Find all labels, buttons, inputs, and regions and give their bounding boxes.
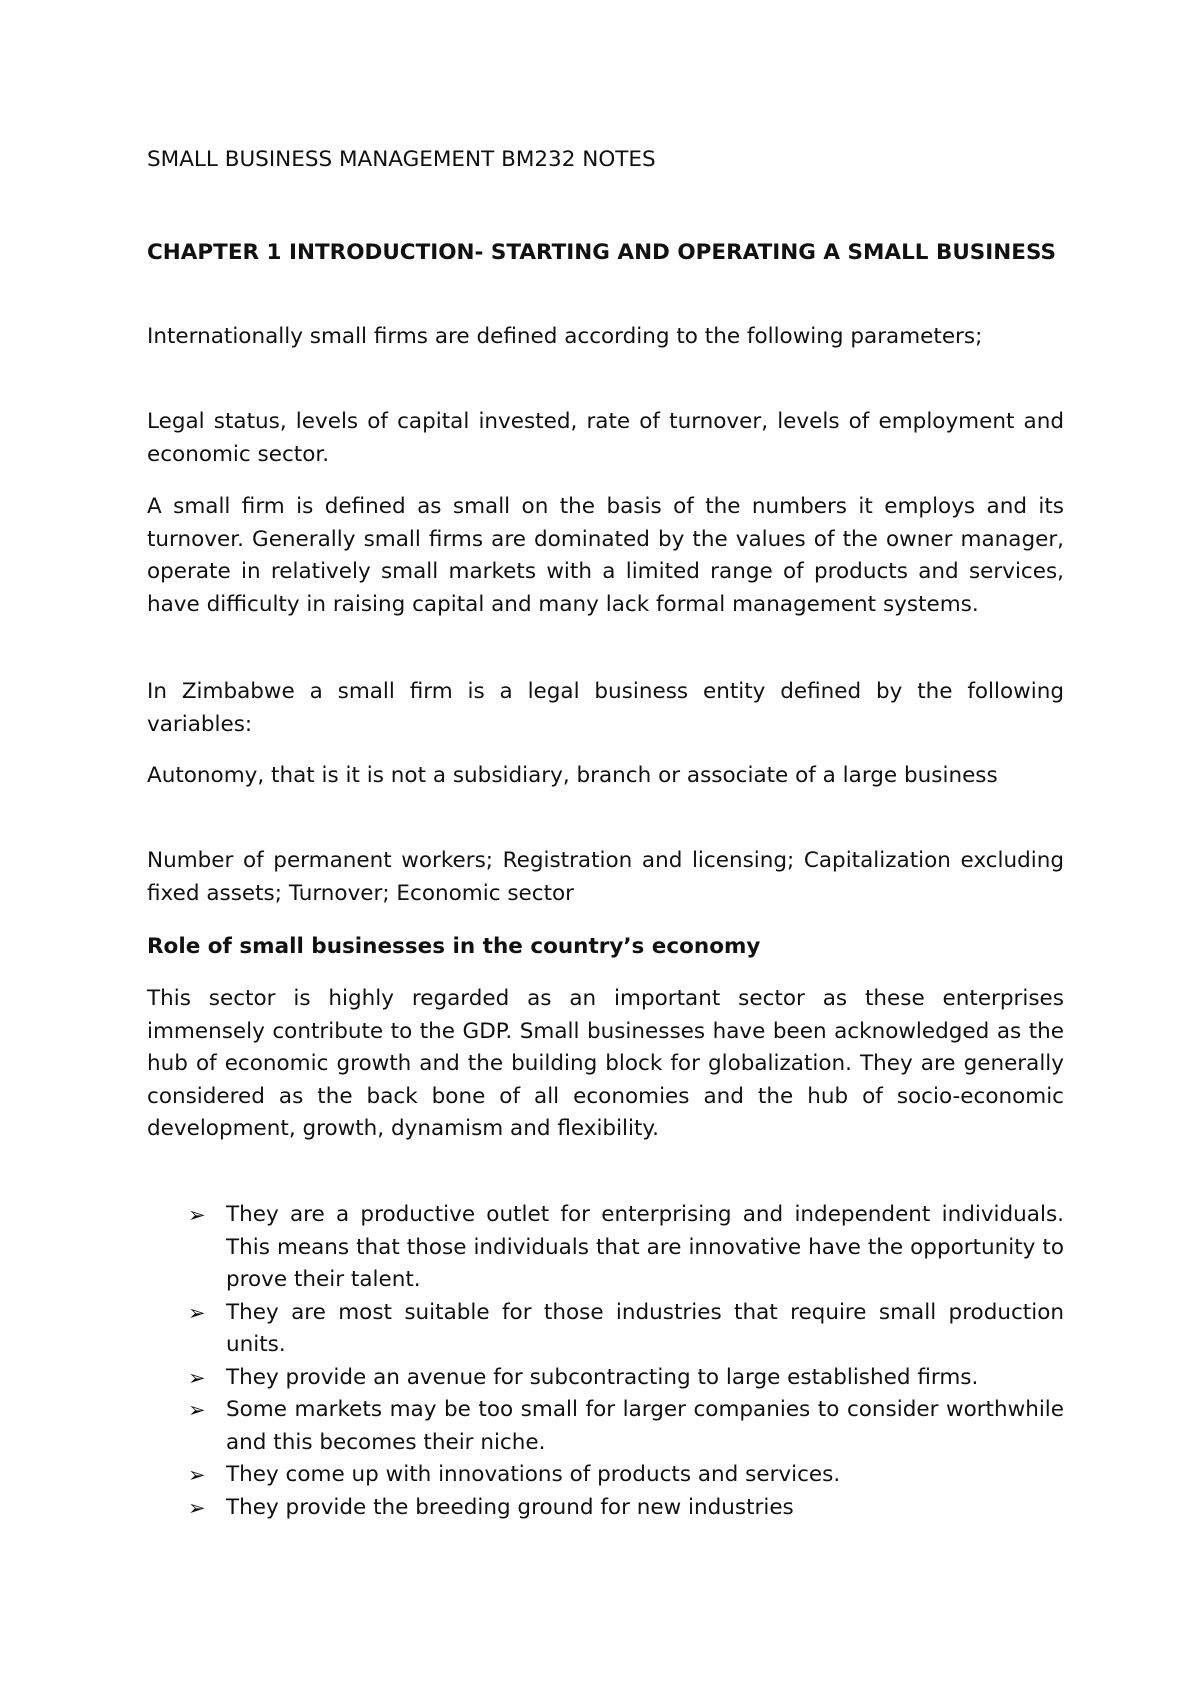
document-title: SMALL BUSINESS MANAGEMENT BM232 NOTES bbox=[147, 147, 656, 172]
chapter-heading: CHAPTER 1 INTRODUCTION- STARTING AND OPERATING A SMALL BUSINESS bbox=[147, 240, 1056, 265]
list-item-text: Some markets may be too small for larger companies to consider worthwhile and this becomes their niche. bbox=[226, 1397, 1064, 1455]
paragraph-small-firm-definition: A small firm is defined as small on the basis of the numbers it employs and its turnover. Generally small firms are dominated by the values of the owner manager, operate in relatively small markets with a limited range of products and services, have difficulty in raising capital and many lack formal management systems. bbox=[147, 494, 1064, 617]
section-heading-role: Role of small businesses in the country’s economy bbox=[147, 934, 761, 959]
list-item-text: They provide an avenue for subcontracting to large established firms. bbox=[226, 1364, 979, 1390]
list-item bbox=[147, 1394, 1064, 1459]
arrowhead-bullet-icon: ➢ bbox=[188, 1495, 206, 1520]
arrowhead-bullet-icon: ➢ bbox=[188, 1398, 206, 1422]
list-item-text: They come up with innovations of products and services. bbox=[226, 1462, 841, 1487]
list-item bbox=[147, 1459, 1064, 1492]
paragraph-variables: Number of permanent workers; Registration and licensing; Capitalization excluding fixed assets; Turnover; Economic sector bbox=[147, 848, 1064, 906]
paragraph-definition-intro: Internationally small firms are defined according to the following parameters; bbox=[147, 324, 983, 349]
arrowhead-bullet-icon: ➢ bbox=[188, 1365, 206, 1390]
arrowhead-bullet-icon: ➢ bbox=[188, 1463, 206, 1487]
list-item-text: They are a productive outlet for enterprising and independent individuals. This means that those individuals that are innovative have the opportunity to prove their talent. bbox=[226, 1202, 1064, 1292]
list-item-text: They are most suitable for those industries that require small production units. bbox=[226, 1299, 1064, 1357]
arrowhead-bullet-icon: ➢ bbox=[188, 1300, 206, 1325]
paragraph-role: This sector is highly regarded as an important sector as these enterprises immensely contribute to the GDP. Small businesses have been acknowledged as the hub of economic growth and the building block for globalization. They are generally considered as the back bone of all economies and the hub of socio-economic development, growth, dynamism and flexibility. bbox=[147, 986, 1064, 1141]
role-bullet-list bbox=[147, 1199, 1064, 1524]
paragraph-parameters: Legal status, levels of capital invested, rate of turnover, levels of employment and economic sector. bbox=[147, 409, 1064, 467]
paragraph-autonomy: Autonomy, that is it is not a subsidiary, branch or associate of a large business bbox=[147, 763, 998, 788]
list-item-text: They provide the breeding ground for new industries bbox=[226, 1494, 794, 1520]
list-item bbox=[147, 1362, 1064, 1395]
list-item bbox=[147, 1492, 1064, 1525]
arrowhead-bullet-icon: ➢ bbox=[188, 1203, 206, 1227]
list-item bbox=[147, 1199, 1064, 1297]
paragraph-zimbabwe-definition: In Zimbabwe a small firm is a legal business entity defined by the following variables: bbox=[147, 679, 1064, 737]
list-item bbox=[147, 1297, 1064, 1362]
